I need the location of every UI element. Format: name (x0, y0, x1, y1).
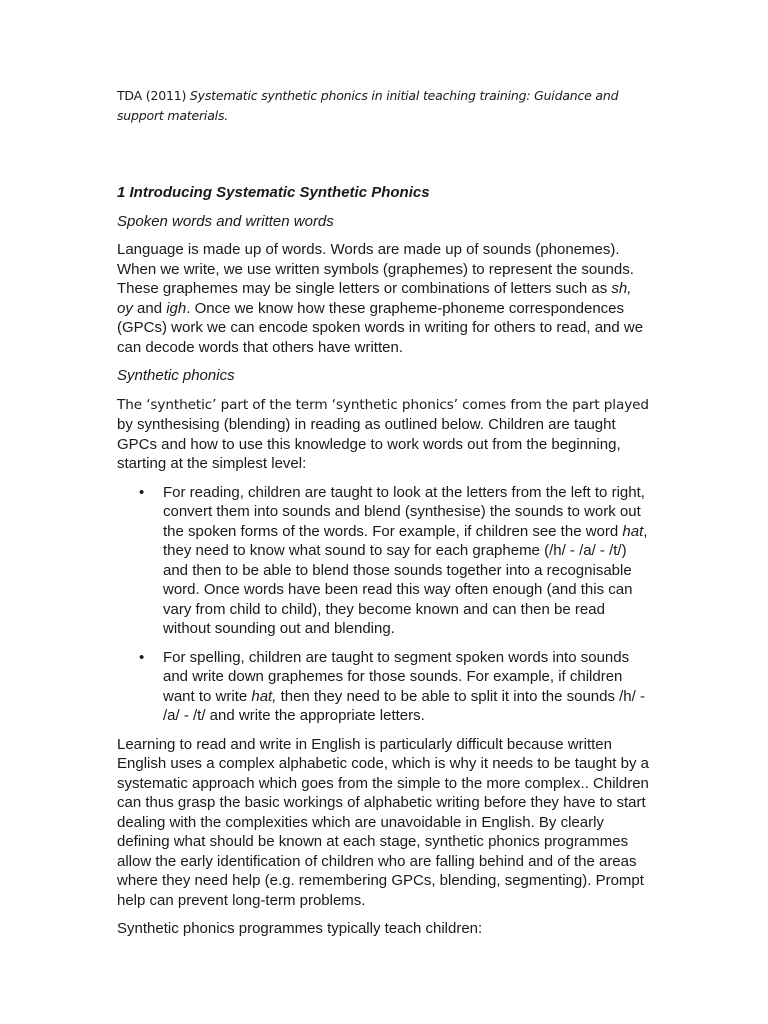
example-sh: sh, (611, 280, 632, 297)
paragraph-language: Language is made up of words. Words are made up of sounds (phonemes). When we write, we use written symbols (graphemes) to represent the sounds. These graphemes may be single letters or combinations of letters such as sh, oy and igh. Once we know how these grapheme-phoneme correspondences (GPCs) work we can encode spoken words in writing for others to read, and we can decode words that others have written. (117, 241, 644, 356)
example-word-hat: hat, (251, 687, 277, 705)
bullet-icon: • (139, 648, 145, 666)
paragraph-programmes: Synthetic phonics programmes typically teach children: (117, 920, 483, 937)
subheading-synthetic-phonics: Synthetic phonics (117, 367, 235, 384)
example-oy: oy (117, 299, 133, 317)
bullet-icon: • (139, 483, 145, 501)
citation-title: Systematic synthetic phonics in initial teaching training: Guidance and support materials. (117, 88, 619, 123)
example-word-hat: hat (622, 522, 644, 540)
section-heading: 1 Introducing Systematic Synthetic Phonics (117, 184, 430, 201)
list-item: • For spelling, children are taught to segment spoken words into sounds and write down graphemes for those sounds. For example, if children want to write hat, then they need to be able to split it into the sounds /h/ - /a/ - /t/ and write the appropriate letters. (139, 648, 645, 724)
citation-author-year: TDA (2011) (117, 88, 190, 103)
bullet-list (117, 483, 649, 726)
citation (117, 86, 657, 126)
paragraph-synthetic: The ‘synthetic’ part of the term ‘synthetic phonics’ comes from the part played by synthesising (blending) in reading as outlined below. Children are taught GPCs and how to use this knowledge to work words out from the beginning, starting at the simplest level: (117, 396, 649, 472)
document-body (117, 183, 649, 948)
list-item: • For reading, children are taught to look at the letters from the left to right, convert them into sounds and blend (synthesise) the sounds to work out the spoken forms of the words. For example, if children see the word hat, they need to know what sound to say for each grapheme (/h/ - /a/ - /t/) and then to be able to blend those sounds together into a recognisable word. Once words have been read this way often enough (and this can vary from child to child), they become known and can then be read without sounding out and blending. (139, 483, 648, 637)
example-igh: igh (166, 299, 187, 317)
document-page (117, 0, 657, 1024)
subheading-spoken-written: Spoken words and written words (117, 212, 334, 230)
paragraph-learning: Learning to read and write in English is particularly difficult because written English uses a complex alphabetic code, which is why it needs to be taught by a systematic approach which goes from the simple to the more complex.. Children can thus grasp the basic workings of alphabetic writing before they have to start dealing with the complexities which are unavoidable in English. By clearly defining what should be known at each stage, synthetic phonics programmes allow the early identification of children who are falling behind and of the areas where they need help (e.g. remembering GPCs, blending, segmenting). Prompt help can prevent long-term problems. (117, 735, 649, 909)
synthetic-first-line: The ‘synthetic’ part of the term ‘synthetic phonics’ comes from the part played (117, 396, 649, 413)
